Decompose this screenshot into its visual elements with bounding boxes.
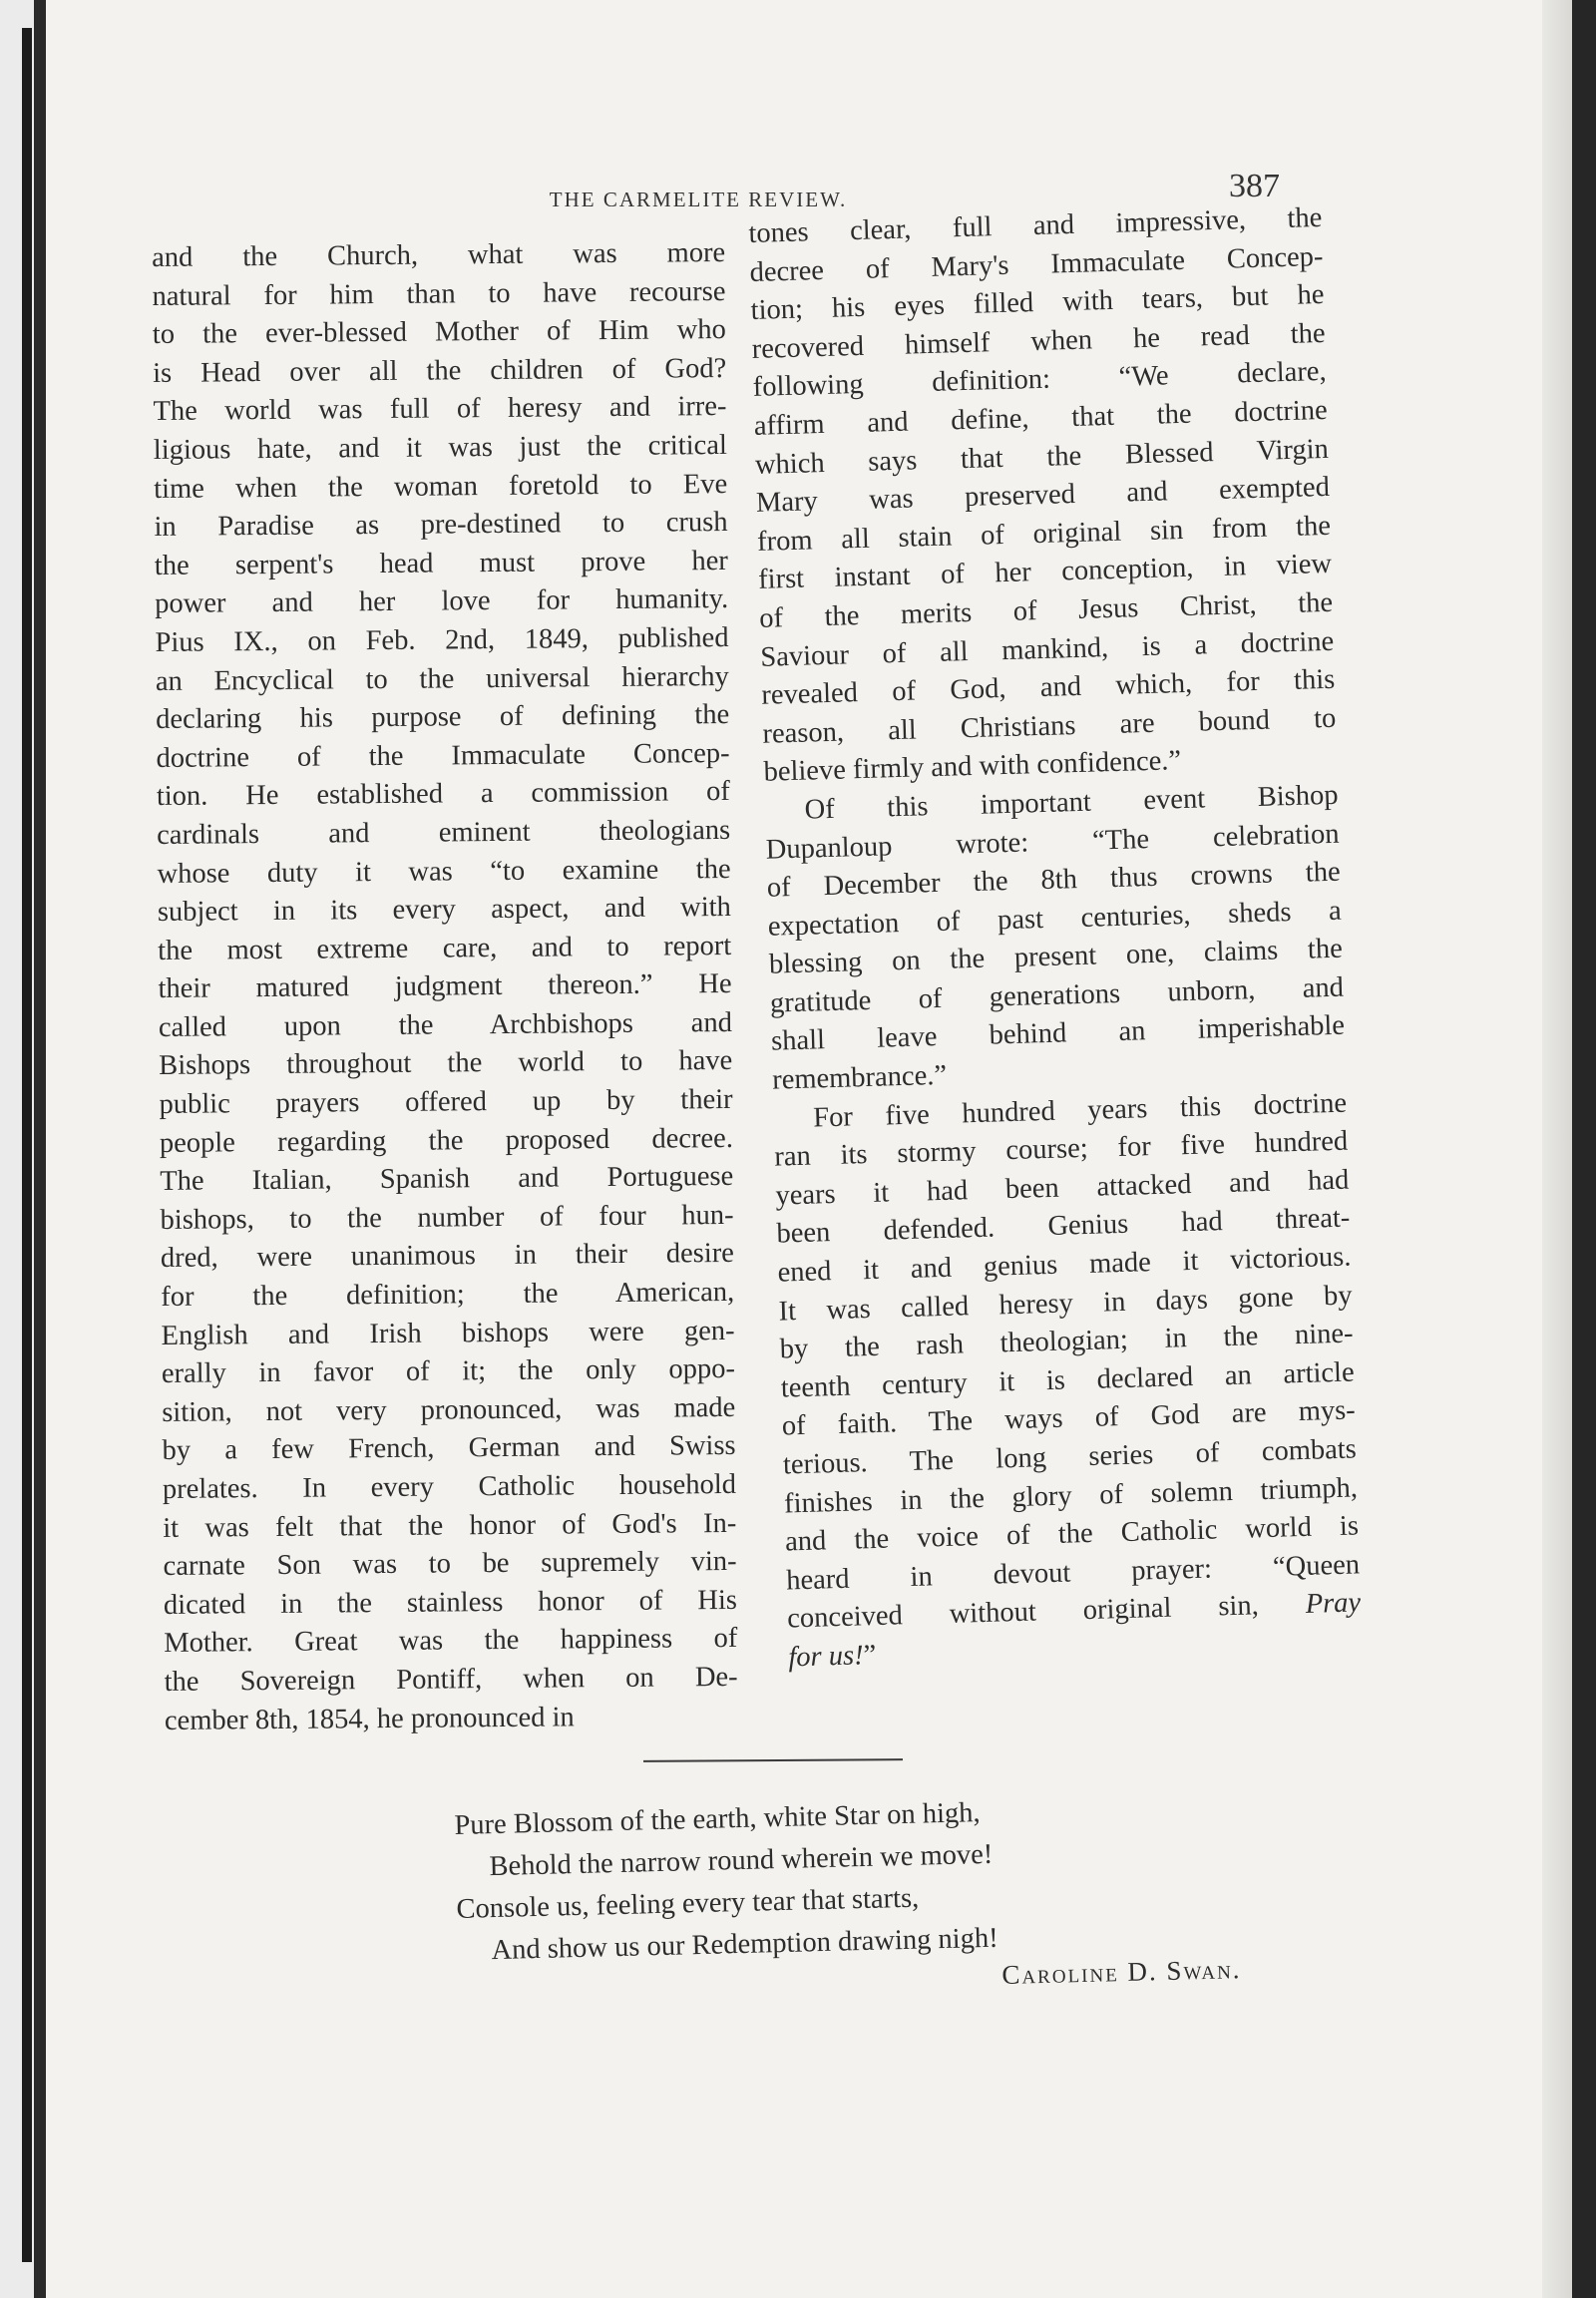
text-line: first instant of her conception, in view <box>757 549 1333 596</box>
text-line: by a few French, German and Swiss <box>162 1430 736 1467</box>
poem-line: Behold the narrow round wherein we move! <box>489 1838 994 1883</box>
text-line: been defended. Genius had threat- <box>776 1202 1351 1251</box>
author-signature: Caroline D. Swan. <box>1001 1954 1242 1990</box>
text-line: For five hundred years this doctrine <box>812 1087 1348 1134</box>
text-line: shall leave behind an imperishable <box>770 1010 1346 1058</box>
text-line: cardinals and eminent theologians <box>157 814 731 851</box>
text-line: Saviour of all mankind, is a doctrine <box>759 625 1335 673</box>
text-line: sition, not very pronounced, was made <box>162 1391 736 1428</box>
text-line: recovered himself when he read the <box>751 317 1326 365</box>
text-line: tones clear, full and impressive, the <box>748 201 1323 249</box>
text-line: tion; his eyes filled with tears, but he <box>750 279 1325 327</box>
text-line: power and her love for humanity. <box>155 583 729 620</box>
text-line: blessing on the present one, claims the <box>768 933 1344 980</box>
poem-line: And show us our Redemption drawing nigh! <box>491 1922 998 1967</box>
left-column <box>152 234 738 1740</box>
text-line: to the ever-blessed Mother of Him who <box>152 314 726 351</box>
text-line: Of this important event Bishop <box>804 779 1339 826</box>
text-line: finishes in the glory of solemn triumph, <box>783 1472 1359 1520</box>
poem-line: Pure Blossom of the earth, white Star on high, <box>454 1797 981 1841</box>
text-line: ened it and genius made it victorious. <box>777 1241 1352 1289</box>
text-line: time when the woman foretold to Eve <box>154 468 728 505</box>
text-line: doctrine of the Immaculate Concep- <box>156 737 730 774</box>
text-line: their matured judgment thereon.” He <box>158 968 732 1005</box>
page-number: 387 <box>1229 168 1280 204</box>
text-line: the Sovereign Pontiff, when on De- <box>164 1661 738 1698</box>
text-line: of the merits of Jesus Christ, the <box>758 586 1334 634</box>
text-line: people regarding the proposed decree. <box>159 1122 734 1159</box>
page-fore-edge <box>1542 0 1572 2298</box>
italic-text: Pray <box>1305 1587 1362 1621</box>
text-line: natural for him than to have recourse <box>152 275 726 312</box>
text-line: of faith. The ways of God are mys- <box>781 1394 1357 1442</box>
text-line: ran its stormy course; for five hundred <box>773 1125 1349 1173</box>
text-line: erally in favor of it; the only oppo- <box>161 1353 736 1390</box>
binding-shadow <box>22 28 32 2262</box>
text-line: reason, all Christians are bound to <box>762 702 1337 750</box>
text-line: dred, were unanimous in their desire <box>160 1238 735 1275</box>
text-line: which says that the Blessed Virgin <box>754 433 1330 481</box>
poem-line: Console us, feeling every tear that starts, <box>456 1882 920 1925</box>
text-line: for the definition; the American, <box>161 1276 735 1313</box>
poem <box>454 1783 1376 1973</box>
text-line: The Italian, Spanish and Portuguese <box>160 1161 734 1198</box>
text-line: affirm and define, that the doctrine <box>753 394 1329 442</box>
text-line: carnate Son was to be supremely vin- <box>163 1546 737 1583</box>
text-line: decree of Mary's Immaculate Concep- <box>749 240 1324 288</box>
text-line: believe firmly and with confidence.” <box>763 745 1182 789</box>
text-line: in Paradise as pre-destined to crush <box>154 507 728 544</box>
text-line: Pius IX., on Feb. 2nd, 1849, published <box>155 621 729 658</box>
text-line: Dupanloup wrote: “The celebration <box>765 818 1340 866</box>
text-line: declaring his purpose of defining the <box>156 699 730 736</box>
text-line: the serpent's head must prove her <box>154 545 728 581</box>
text-line: teenth century it is declared an article <box>780 1356 1356 1404</box>
text-line: and the voice of the Catholic world is <box>784 1510 1360 1558</box>
text-line: by the rash theologian; in the nine- <box>779 1318 1354 1365</box>
text-line: is Head over all the children of God? <box>153 352 727 389</box>
running-title: THE CARMELITE REVIEW. <box>549 188 848 211</box>
text-line: the most extreme care, and to report <box>158 930 732 966</box>
text-line: an Encyclical to the universal hierarchy <box>155 660 729 697</box>
text-line: Mother. Great was the happiness of <box>164 1623 738 1660</box>
text-line: prelates. In every Catholic household <box>162 1468 737 1505</box>
text-line: of December the 8th thus crowns the <box>766 856 1342 904</box>
text-line: expectation of past centuries, sheds a <box>767 895 1343 943</box>
text-line: public prayers offered up by their <box>159 1084 733 1121</box>
text-line: It was called heresy in days gone by <box>778 1280 1353 1328</box>
text-line: Mary was preserved and exempted <box>755 471 1331 520</box>
text-line: it was felt that the honor of God's In- <box>163 1507 737 1544</box>
closing-quote: ” <box>863 1639 877 1672</box>
text-line: and the Church, what was more <box>152 236 726 273</box>
text-line: ligious hate, and it was just the critical <box>153 429 727 466</box>
text-line: subject in its every aspect, and with <box>157 892 732 929</box>
right-column <box>748 199 1363 1678</box>
text-line: The world was full of heresy and irre- <box>153 391 727 428</box>
text-segment: conceived without original sin, <box>786 1590 1260 1635</box>
scan-border <box>1572 0 1596 2298</box>
text-line: remembrance.” <box>771 1059 948 1096</box>
text-line: cember 8th, 1854, he pronounced in <box>164 1701 575 1736</box>
text-line: whose duty it was “to examine the <box>157 853 731 890</box>
text-line: gratitude of generations unborn, and <box>769 971 1345 1019</box>
text-line: terious. The long series of combats <box>782 1433 1358 1481</box>
text-line: called upon the Archbishops and <box>158 1006 733 1043</box>
italic-text: for us! <box>787 1640 865 1674</box>
text-line: bishops, to the number of four hun- <box>160 1199 734 1236</box>
text-line: English and Irish bishops were gen- <box>161 1315 735 1351</box>
text-line: dicated in the stainless honor of His <box>163 1584 738 1621</box>
text-line: tion. He established a commission of <box>156 776 730 813</box>
text-line: revealed of God, and which, for this <box>761 663 1336 711</box>
text-line: from all stain of original sin from the <box>756 510 1332 558</box>
text-line: years it had been attacked and had <box>775 1164 1350 1212</box>
text-line: heard in devout prayer: “Queen <box>785 1549 1361 1597</box>
text-line: Bishops throughout the world to have <box>159 1045 733 1082</box>
text-line: following definition: “We declare, <box>752 356 1328 404</box>
